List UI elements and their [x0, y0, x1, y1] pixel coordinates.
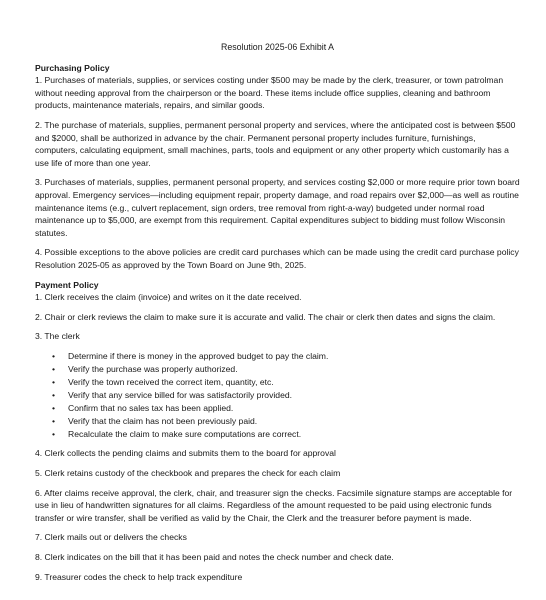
- purchasing-item-1: 1. Purchases of materials, supplies, or services costing under $500 may be made by the clerk, treasurer, or town patrolman without needing approval from the chairperson or the board. These items include office supplies, cleaning and bathroom products, maintenance materials, repairs, and similar goods.: [35, 75, 504, 111]
- payment-step-1: 1. Clerk receives the claim (invoice) and writes on it the date received.: [35, 292, 302, 303]
- purchasing-policy-heading: Purchasing Policy: [35, 62, 110, 73]
- checklist-item: • Verify the purchase was properly authorized.: [35, 363, 520, 376]
- payment-policy-heading: Payment Policy: [35, 279, 99, 290]
- purchasing-item-4: 4. Possible exceptions to the above policies are credit card purchases which can be made using the credit card purchase policy Resolution 2025-05 as approved by the Town Board on June 9th, 2025.: [35, 247, 519, 270]
- checklist-item: • Verify that any service billed for was satisfactorily provided.: [35, 389, 520, 402]
- document-title: Resolution 2025-06 Exhibit A: [221, 42, 334, 52]
- payment-step-4: 4. Clerk collects the pending claims and submits them to the board for approval: [35, 448, 336, 459]
- payment-step-2: 2. Chair or clerk reviews the claim to make sure it is accurate and valid. The chair or clerk then dates and signs the claim.: [35, 311, 496, 322]
- checklist-item: • Recalculate the claim to make sure computations are correct.: [35, 428, 520, 441]
- payment-step-8: 8. Clerk indicates on the bill that it has been paid and notes the check number and check date.: [35, 551, 394, 562]
- checklist-item: • Confirm that no sales tax has been applied.: [35, 402, 520, 415]
- checklist-item: • Verify that the claim has not been previously paid.: [35, 415, 520, 428]
- checklist-item: • Verify the town received the correct item, quantity, etc.: [35, 376, 520, 389]
- payment-step-3: 3. The clerk: [35, 331, 80, 342]
- checklist-item: • Determine if there is money in the approved budget to pay the claim.: [35, 350, 520, 363]
- payment-step-7: 7. Clerk mails out or delivers the checks: [35, 532, 187, 543]
- payment-step-6: 6. After claims receive approval, the clerk, chair, and treasurer sign the checks. Facsimile signature stamps are acceptable for use in lieu of handwritten signatures for all claims. Regardless of the amount requested to be paid using electronic funds transfer or wire transfer, shall be verified as valid by the Chair, the Clerk and the treasurer before payment is made.: [35, 487, 513, 523]
- purchasing-item-3: 3. Purchases of materials, supplies, permanent personal property, and services costing $2,000 or more require prior town board approval. Emergency services—including equipment repair, property damage, and road repairs over $2,000—as well as routine maintenance items (e.g., culvert replacement, sign orders, tree removal from right-a-way) budgeted under normal road maintenance up to $5,000, are exempt from this requirement. Capital expenditures subject to bidding must follow Wisconsin statutes.: [35, 177, 520, 238]
- payment-step-9: 9. Treasurer codes the check to help track expenditure: [35, 571, 243, 582]
- clerk-checklist: [35, 350, 520, 441]
- purchasing-item-2: 2. The purchase of materials, supplies, permanent personal property and services, where the anticipated cost is between $500 and $2000, shall be authorized in advance by the chair. Permanent personal property includes furniture, furnishings, computers, calculating equipment, small machines, parts, tools and equipment or any other property which customarily has a use life of more than one year.: [35, 119, 516, 168]
- payment-step-5: 5. Clerk retains custody of the checkbook and prepares the check for each claim: [35, 467, 341, 478]
